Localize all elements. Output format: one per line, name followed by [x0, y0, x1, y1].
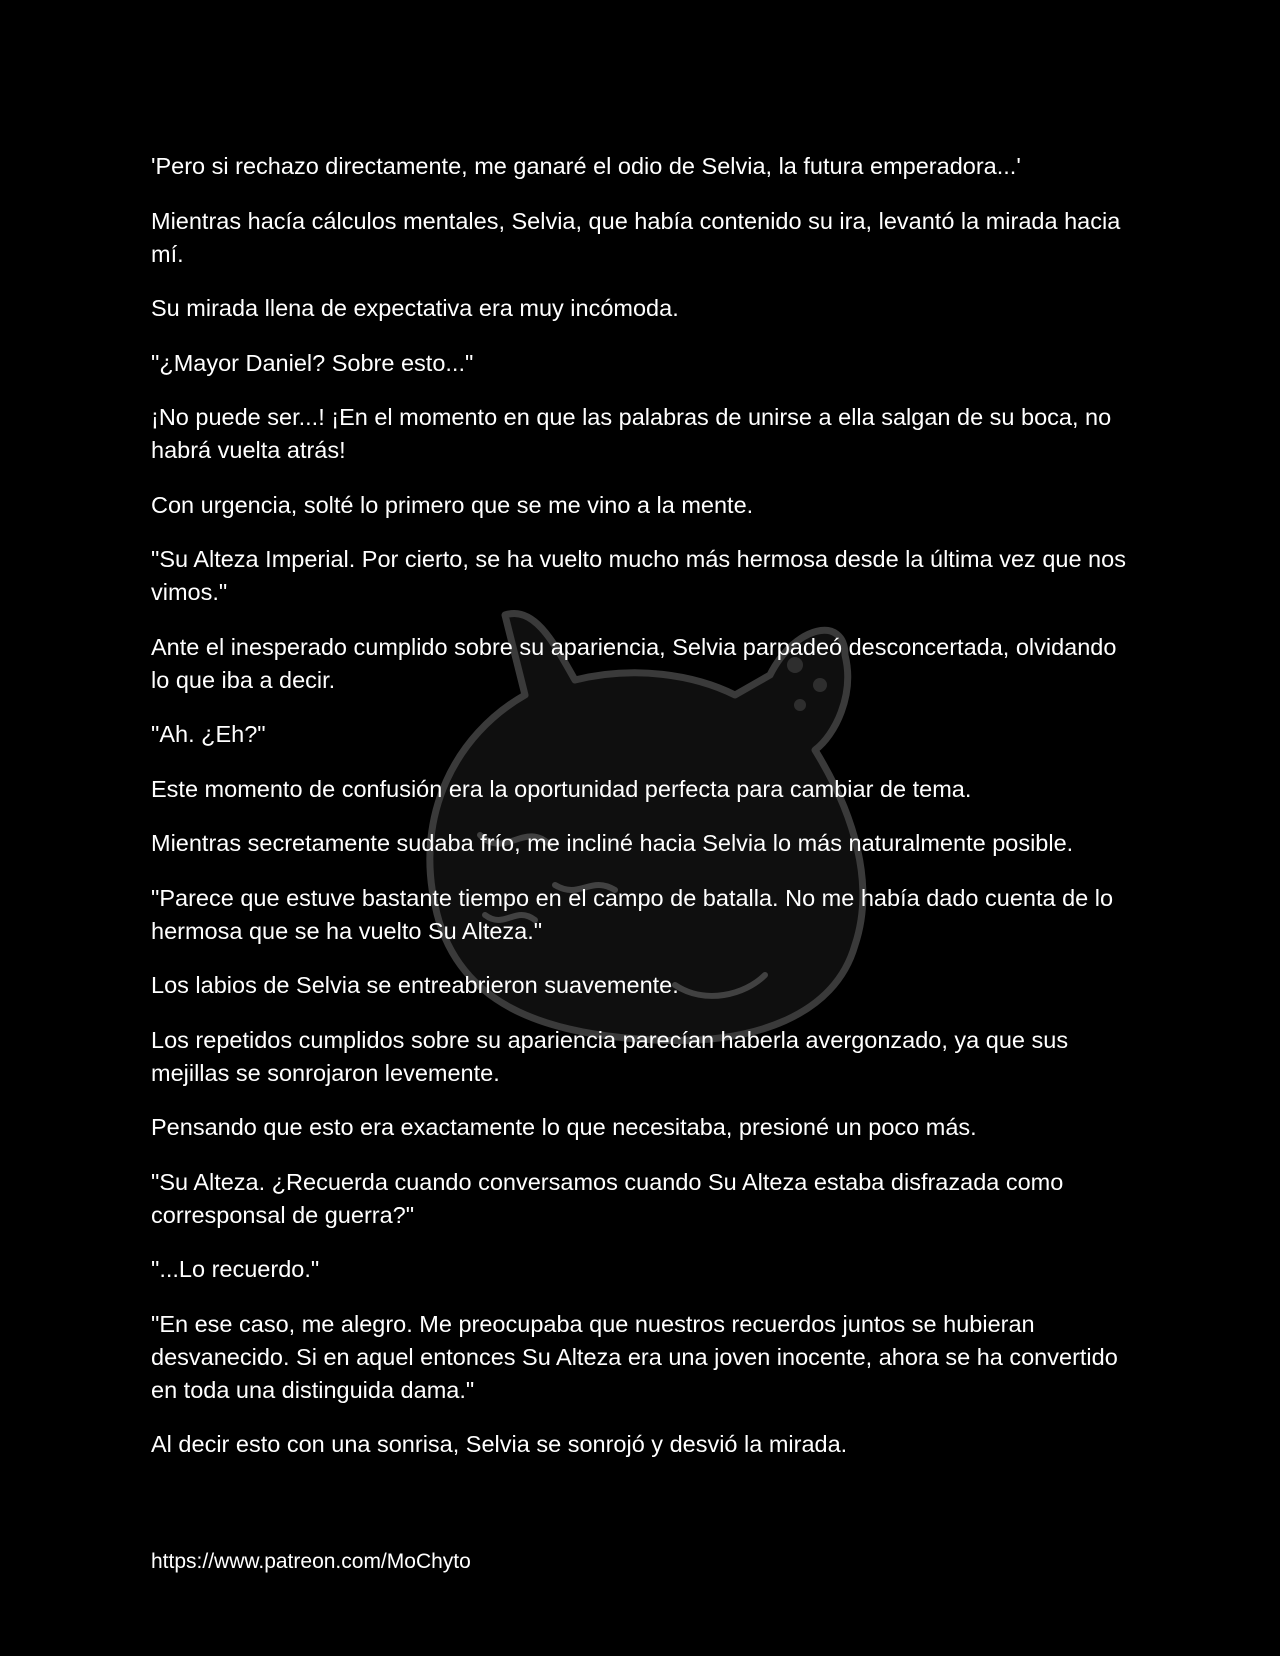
- paragraph: Al decir esto con una sonrisa, Selvia se sonrojó y desvió la mirada.: [151, 1431, 848, 1457]
- paragraph: "...Lo recuerdo.": [151, 1256, 320, 1282]
- paragraph: ¡No puede ser...! ¡En el momento en que las palabras de unirse a ella salgan de su boca, no habrá vuelta atrás!: [151, 404, 1112, 463]
- chapter-text: [151, 150, 1136, 1483]
- paragraph: Los labios de Selvia se entreabrieron suavemente.: [151, 972, 679, 998]
- paragraph: Su mirada llena de expectativa era muy incómoda.: [151, 295, 679, 321]
- paragraph: "Parece que estuve bastante tiempo en el campo de batalla. No me había dado cuenta de lo hermosa que se ha vuelto Su Alteza.": [151, 884, 1114, 944]
- paragraph: Mientras hacía cálculos mentales, Selvia, que había contenido su ira, levantó la mirada hacia mí.: [151, 207, 1121, 267]
- paragraph: Con urgencia, solté lo primero que se me vino a la mente.: [151, 491, 754, 518]
- paragraph: "¿Mayor Daniel? Sobre esto...": [151, 349, 474, 376]
- paragraph: "Su Alteza. ¿Recuerda cuando conversamos cuando Su Alteza estaba disfrazada como corresponsal de guerra?": [151, 1168, 1064, 1228]
- patreon-link[interactable]: https://www.patreon.com/MoChyto: [151, 1550, 471, 1573]
- paragraph: "En ese caso, me alegro. Me preocupaba que nuestros recuerdos juntos se hubieran desvanecido. Si en aquel entonces Su Alteza era una joven inocente, ahora se ha convertido en toda una distinguida dama.": [151, 1310, 1118, 1403]
- paragraph: Pensando que esto era exactamente lo que necesitaba, presioné un poco más.: [151, 1114, 977, 1140]
- paragraph: "Su Alteza Imperial. Por cierto, se ha vuelto mucho más hermosa desde la última vez que nos vimos.": [151, 546, 1126, 605]
- paragraph: 'Pero si rechazo directamente, me ganaré el odio de Selvia, la futura emperadora...': [151, 153, 1021, 179]
- paragraph: Mientras secretamente sudaba frío, me incliné hacia Selvia lo más naturalmente posible.: [151, 830, 1074, 856]
- paragraph: Este momento de confusión era la oportunidad perfecta para cambiar de tema.: [151, 775, 972, 802]
- paragraph: "Ah. ¿Eh?": [151, 721, 266, 747]
- paragraph: Los repetidos cumplidos sobre su apariencia parecían haberla avergonzado, ya que sus mejillas se sonrojaron levemente.: [151, 1026, 1069, 1086]
- paragraph: Ante el inesperado cumplido sobre su apariencia, Selvia parpadeó desconcertada, olvidando lo que iba a decir.: [151, 633, 1117, 693]
